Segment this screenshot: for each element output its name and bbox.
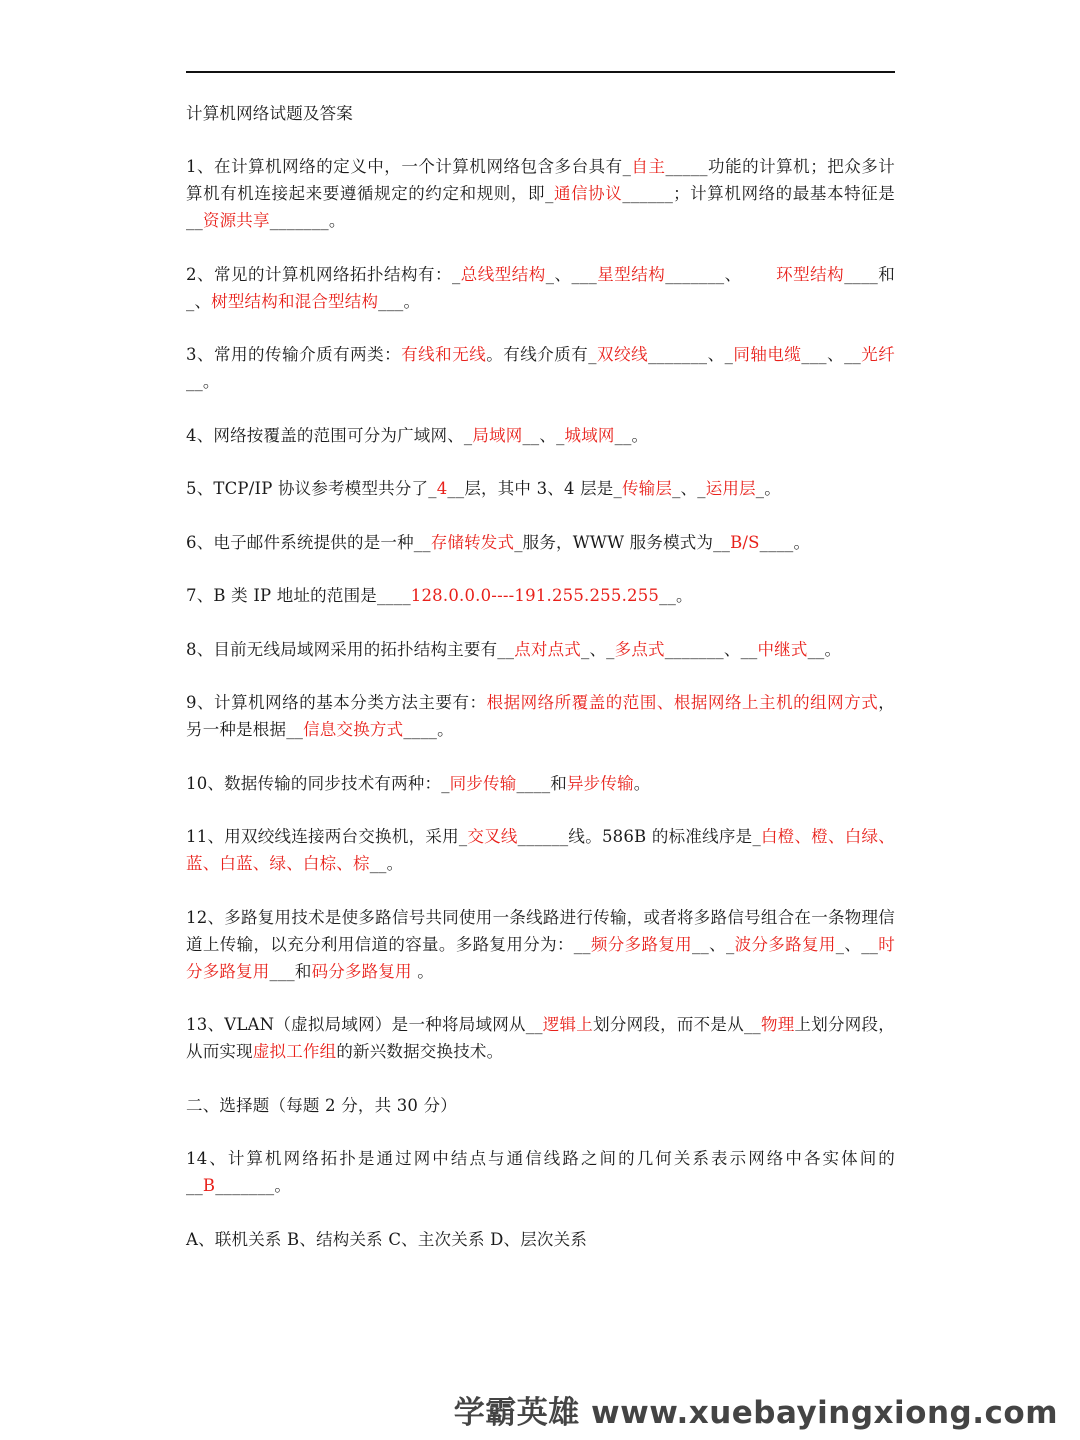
document-body <box>186 100 895 1279</box>
question-text: ______；计算机网络的最基本特征是__ <box>186 184 895 230</box>
question-text: ______线。586B 的标准线序是_ <box>517 827 761 846</box>
question-text: __。 <box>659 586 693 605</box>
answer-text: 虚拟工作组 <box>252 1042 337 1061</box>
question-text: _服务，WWW 服务模式为__ <box>514 532 731 552</box>
question-8 <box>186 636 895 663</box>
question-text: __、_ <box>522 425 565 445</box>
question-text: ____和 <box>516 773 567 793</box>
question-text: __。 <box>186 372 220 391</box>
question-text: 。 <box>633 773 651 793</box>
question-text: _____功能的计算机；把众多计算机有机连接起来要遵循规定的约定和规则，即_ <box>186 157 895 203</box>
question-text: 13、VLAN（虚拟局域网）是一种将局域网从__ <box>186 1015 543 1034</box>
question-10 <box>186 770 895 797</box>
question-text: _______、 <box>665 264 742 284</box>
header-rule <box>186 71 895 73</box>
question-text: 上划分网段，从而实现 <box>186 1015 896 1061</box>
question-text: ____和_、 <box>186 264 895 311</box>
answer-text: 城域网 <box>564 425 615 445</box>
question-text: ____。 <box>403 720 454 739</box>
question-14 <box>186 1145 895 1199</box>
answer-text: 局域网 <box>472 425 523 445</box>
question-text: _、_ <box>581 639 615 659</box>
answer-text: 频分多路复用 <box>590 934 693 954</box>
question-text: 划分网段，而不是从__ <box>593 1015 761 1034</box>
question-6 <box>186 529 895 556</box>
answer-text: 时分多路复用 <box>186 934 895 981</box>
answer-text: 白橙、橙、白绿、蓝、白蓝、绿、白棕、棕 <box>186 827 895 873</box>
answer-text: 光纤 <box>860 345 896 364</box>
question-text: 的新兴数据交换技术。 <box>336 1042 504 1061</box>
answer-text: 4 <box>436 479 448 498</box>
answer-text: 逻辑上 <box>542 1015 594 1034</box>
question-text: __。 <box>614 425 649 445</box>
answer-text: 自主 <box>631 157 666 176</box>
answer-text: 环型结构 <box>776 264 845 284</box>
answer-text: 物理 <box>760 1015 795 1034</box>
answer-text: 通信协议 <box>553 184 623 203</box>
answer-text: 存储转发式 <box>430 532 515 552</box>
question-text: 9、计算机网络的基本分类方法主要有： <box>186 693 487 712</box>
question-text: ___、__ <box>801 345 861 364</box>
answer-text: 总线型结构 <box>460 264 546 284</box>
question-13 <box>186 1011 895 1065</box>
answer-text: 128.0.0.0----191.255.255.255 <box>410 586 660 605</box>
answer-text: B/S <box>730 532 760 552</box>
answer-text: 运用层 <box>705 479 756 498</box>
question-text: 12、多路复用技术是使多路信号共同使用一条线路进行传输，或者将多路信号组合在一条物理信道上传输，以充分利用信道的容量。多路复用分为：__ <box>186 907 895 954</box>
question-text: _______。 <box>269 211 346 230</box>
question-text: ____。 <box>759 532 811 552</box>
question-text: 。有线介质有_ <box>486 345 597 364</box>
question-text: 1、在计算机网络的定义中，一个计算机网络包含多台具有_ <box>186 157 632 176</box>
answer-text: 树型结构和混合型结构 <box>211 291 379 311</box>
question-text: __层，其中 3、4 层是_ <box>447 479 622 498</box>
answer-text: B <box>202 1176 216 1195</box>
question-text: _、___ <box>545 264 597 284</box>
document-title: 计算机网络试题及答案 <box>186 104 353 123</box>
question-3 <box>186 341 895 395</box>
question-text: ___和 <box>269 961 312 981</box>
answer-text: 根据网络所覆盖的范围、根据网络上主机的组网方式 <box>486 693 879 712</box>
question-text: __、_ <box>692 934 735 954</box>
question-text: 7、B 类 IP 地址的范围是____ <box>186 586 411 605</box>
question-12 <box>186 904 895 985</box>
question-text: 8、目前无线局域网采用的拓扑结构主要有__ <box>186 639 515 659</box>
answer-text: 点对点式 <box>514 639 582 659</box>
question-text: ，另一种是根据__ <box>186 693 895 739</box>
question-4 <box>186 422 895 449</box>
answer-text: 星型结构 <box>596 264 666 284</box>
question-text: ___。 <box>378 291 421 311</box>
question-11 <box>186 823 895 877</box>
question-text: _。 <box>755 479 781 498</box>
answer-text: 信息交换方式 <box>303 720 404 739</box>
question-14-options: A、联机关系 B、结构关系 C、主次关系 D、层次关系 <box>186 1229 588 1249</box>
question-text: 10、数据传输的同步技术有两种：_ <box>186 773 450 793</box>
question-text: 2、常见的计算机网络拓扑结构有：_ <box>186 264 461 284</box>
question-text: 6、电子邮件系统提供的是一种__ <box>186 532 431 552</box>
answer-text: 波分多路复用 <box>734 934 836 954</box>
question-9 <box>186 689 895 743</box>
answer-text: 同轴电缆 <box>733 345 802 364</box>
question-text: _______。 <box>215 1176 292 1195</box>
question-text: _______、__ <box>664 639 758 659</box>
question-7 <box>186 582 895 609</box>
question-text: 3、常用的传输介质有两类： <box>186 345 402 364</box>
question-text: _、_ <box>672 479 706 498</box>
question-text: 14、计算机网络拓扑是通过网中结点与通信线路之间的几何关系表示网络中各实体间的__ <box>186 1149 895 1195</box>
question-text: __。 <box>369 854 404 873</box>
question-text: __。 <box>807 639 842 659</box>
question-text: 11、用双绞线连接两台交换机，采用_ <box>186 827 468 846</box>
question-2 <box>186 261 895 315</box>
answer-text: 有线和无线 <box>401 345 487 364</box>
question-text: 。 <box>411 961 434 981</box>
question-text: 4、网络按覆盖的范围可分为广域网、_ <box>186 425 473 445</box>
answer-text: 资源共享 <box>202 211 270 230</box>
question-5 <box>186 475 895 502</box>
answer-text: 异步传输 <box>566 773 634 793</box>
answer-text: 码分多路复用 <box>311 961 412 981</box>
answer-text: 多点式 <box>614 639 665 659</box>
question-text: 5、TCP/IP 协议参考模型共分了_ <box>186 479 437 498</box>
question-text: _______、_ <box>648 345 734 364</box>
answer-text: 同步传输 <box>449 773 517 793</box>
answer-text: 传输层 <box>621 479 673 498</box>
answer-text: 中继式 <box>757 639 808 659</box>
answer-text: 双绞线 <box>596 345 649 364</box>
question-text: _、__ <box>835 934 879 954</box>
watermark: 学霸英雄 www.xuebayingxiong.com <box>453 1395 1058 1431</box>
question-1 <box>186 153 895 234</box>
section-heading: 二、选择题（每题 2 分，共 30 分） <box>186 1095 457 1115</box>
answer-text: 交叉线 <box>467 827 518 846</box>
